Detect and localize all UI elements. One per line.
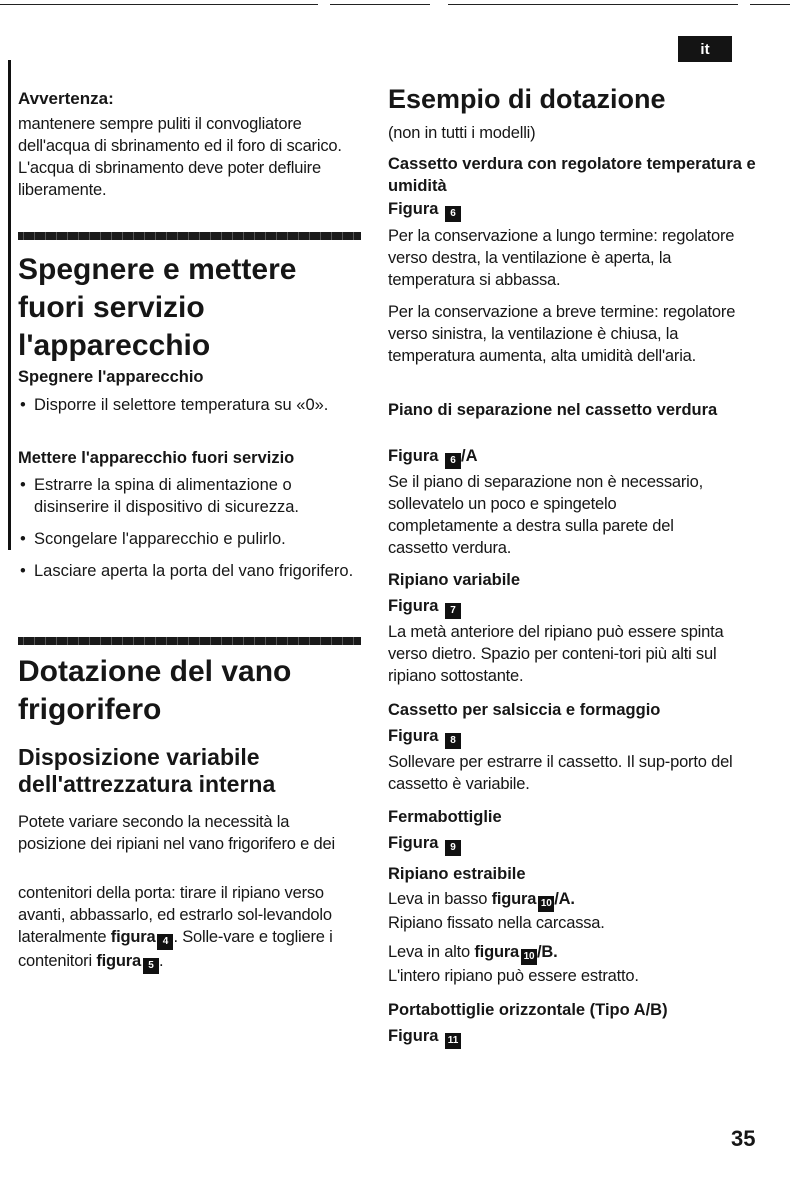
sausage-drawer-paragraph: Sollevare per estrarre il cassetto. Il sup-porto del cassetto è variabile. [388,753,733,793]
section-title-switch-off: Spegnere e mettere fuori servizio l'apparecchio [18,253,297,362]
figure-ref-icon: 8 [445,733,461,749]
switch-off-list [18,394,358,426]
figure-ref-icon: 9 [445,840,461,856]
language-badge: it [678,36,732,62]
figure-ref-icon: 10 [521,949,537,965]
warning-title: Avvertenza: [18,89,114,108]
decommission-list [18,474,360,592]
separator-paragraph: Se il piano di separazione non è necessario, sollevatelo un poco e spingetelo completamente a destra sulla parete del cassetto verdura. [388,473,703,557]
list-item: • Estrarre la spina di alimentazione o disinserire il dispositivo di sicurezza. [18,474,360,518]
figure-ref-icon: 6 [445,206,461,222]
vegetable-drawer-figure: Figura 6 [388,198,461,222]
top-rule [330,4,430,5]
subsection-title-decommission: Mettere l'apparecchio fuori servizio [18,449,295,467]
lever-down-paragraph: Leva in basso figura 10 /A. Ripiano fissato nella carcassa. [388,890,605,932]
long-term-paragraph: Per la conservazione a lungo termine: regolatore verso destra, la ventilazione è aperta, la temperatura si abbassa. [388,227,735,289]
variable-shelf-paragraph: La metà anteriore del ripiano può essere spinta verso dietro. Spazio per conteni-tori più alti sul ripiano sottostante. [388,623,724,685]
top-rule [448,4,738,5]
extendable-shelf-title: Ripiano estraibile [388,865,526,883]
figure-ref-icon: 6 [445,453,461,469]
figure-ref-icon: 11 [445,1033,461,1049]
list-item: • Disporre il selettore temperatura su «0». [18,394,358,416]
list-item: • Lasciare aperta la porta del vano frigorifero. [18,560,360,582]
top-rule [750,4,790,5]
variable-shelf-figure: Figura 7 [388,595,461,619]
separator-figure: Figura 6 /A [388,445,478,469]
bottle-rack-title: Portabottiglie orizzontale (Tipo A/B) [388,1001,668,1019]
figure-ref-icon: 7 [445,603,461,619]
lever-up-paragraph: Leva in alto figura 10 /B. L'intero ripiano può essere estratto. [388,943,639,985]
models-note: (non in tutti i modelli) [388,124,536,142]
sausage-drawer-figure: Figura 8 [388,725,461,749]
layout-paragraph-2: contenitori della porta: tirare il ripiano verso avanti, abbassarlo, ed estrarlo sol-levandolo lateralmente figura 4 . Solle-vare e togliere i contenitori figura 5 . [18,882,360,974]
separator-title: Piano di separazione nel cassetto verdura [388,401,718,419]
bottle-rack-figure: Figura 11 [388,1025,461,1049]
subsection-title-switch-off: Spegnere l'apparecchio [18,368,204,386]
page-title-example-equipment: Esempio di dotazione [388,84,666,114]
bottle-stop-figure: Figura 9 [388,832,461,856]
figure-ref-icon: 10 [538,896,554,912]
figure-ref-icon: 4 [157,934,173,950]
section-divider [18,637,361,645]
section-title-fridge-equipment: Dotazione del vano frigorifero [18,655,292,726]
layout-paragraph-1: Potete variare secondo la necessità la posizione dei ripiani nel vano frigorifero e dei [18,813,335,853]
list-item: • Scongelare l'apparecchio e pulirlo. [18,528,360,550]
bottle-stop-title: Fermabottiglie [388,808,502,826]
sausage-drawer-title: Cassetto per salsiccia e formaggio [388,701,661,719]
variable-shelf-title: Ripiano variabile [388,571,521,589]
short-term-paragraph: Per la conservazione a breve termine: regolatore verso sinistra, la ventilazione è chiusa, la temperatura aumenta, alta umidità dell'aria. [388,303,736,365]
figure-ref-icon: 5 [143,958,159,974]
margin-bar [8,60,11,550]
section-divider [18,232,361,240]
page-number: 35 [731,1126,756,1151]
subsection-title-variable-layout: Disposizione variabile dell'attrezzatura interna [18,744,276,797]
warning-text: mantenere sempre puliti il convogliatore dell'acqua di sbrinamento ed il foro di scarico. L'acqua di sbrinamento deve poter defluire liberamente. [18,115,342,199]
vegetable-drawer-title: Cassetto verdura con regolatore temperatura e umidità [388,155,756,195]
top-rule [0,4,318,5]
